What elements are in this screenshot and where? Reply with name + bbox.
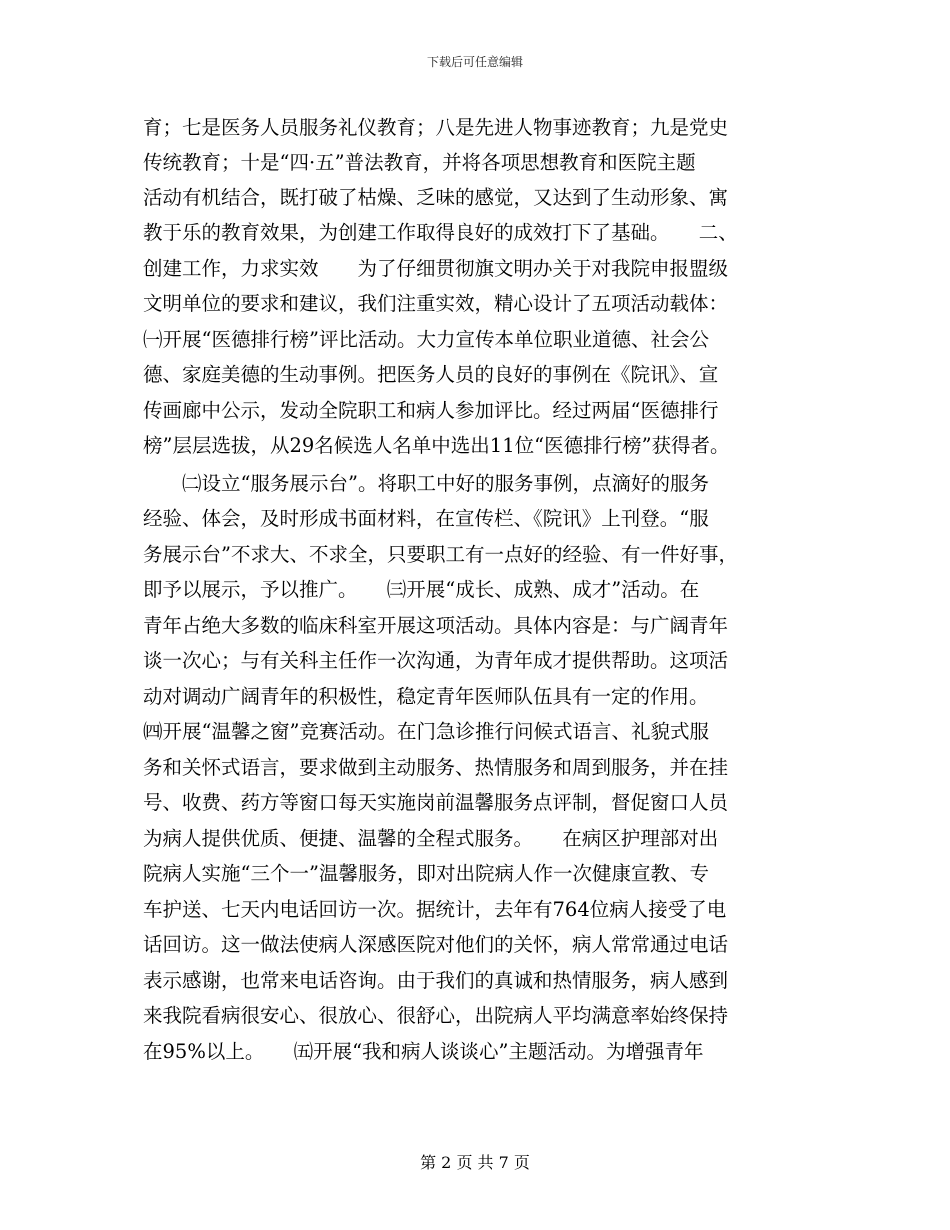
text-line: 创建工作，力求实效 为了仔细贯彻旗文明办关于对我院申报盟级	[143, 257, 729, 280]
text-line: 榜”层层选拔，从29名候选人名单中选出11位“医德排行榜”获得者。	[143, 434, 730, 457]
text-line: 话回访。这一做法使病人深感医院对他们的关怀，病人常常通过电话	[143, 933, 729, 956]
text-line: 为病人提供优质、便捷、温馨的全程式服务。 在病区护理部对出	[143, 827, 719, 850]
text-line: 在95%以上。 ㈤开展“我和病人谈谈心”主题活动。为增强青年	[143, 1040, 704, 1063]
page-header: 下载后可任意编辑	[426, 55, 523, 69]
text-line: 号、收费、药方等窗口每天实施岗前温馨服务点评制，督促窗口人员	[143, 791, 729, 814]
page-number-footer: 第 2 页 共 7 页	[420, 1153, 530, 1172]
text-line: 来我院看病很安心、很放心、很舒心，出院病人平均满意率始终保持	[143, 1004, 729, 1027]
text-line: 教于乐的教育效果，为创建工作取得良好的成效打下了基础。 二、	[143, 221, 738, 244]
text-line: 谈一次心；与有关科主任作一次沟通，为青年成才提供帮助。这项活	[143, 649, 729, 672]
text-line: 务展示台”不求大、不求全，只要职工有一点好的经验、有一件好事，	[143, 543, 738, 566]
text-line: 务和关怀式语言，要求做到主动服务、热情服务和周到服务，并在挂	[143, 756, 729, 779]
text-line: 传统教育；十是“四·五”普法教育，并将各项思想教育和医院主题	[143, 151, 696, 174]
text-line: 青年占绝大多数的临床科室开展这项活动。具体内容是：与广阔青年	[143, 614, 729, 637]
text-line: 表示感谢，也常来电话咨询。由于我们的真诚和热情服务，病人感到	[143, 969, 729, 992]
text-line: 文明单位的要求和建议，我们注重实效，精心设计了五项活动载体：	[143, 292, 729, 315]
text-line: 即予以展示，予以推广。 ㈢开展“成长、成熟、成才”活动。在	[143, 578, 700, 601]
text-line: ㈡设立“服务展示台”。将职工中好的服务事例，点滴好的服务	[143, 472, 709, 495]
text-line: ㈠开展“医德排行榜”评比活动。大力宣传本单位职业道德、社会公	[143, 328, 709, 351]
text-line: 经验、体会，及时形成书面材料，在宣传栏、《院讯》上刊登。“服	[143, 507, 709, 530]
text-line: ㈣开展“温馨之窗”竞赛活动。在门急诊推行问候式语言、礼貌式服	[143, 720, 709, 743]
text-line: 活动有机结合，既打破了枯燥、乏味的感觉，又达到了生动形象、寓	[143, 186, 729, 209]
text-line: 院病人实施“三个一”温馨服务，即对出院病人作一次健康宣教、专	[143, 862, 709, 885]
text-line: 车护送、七天内电话回访一次。据统计，去年有764位病人接受了电	[143, 898, 727, 921]
text-line: 传画廊中公示，发动全院职工和病人参加评比。经过两届“医德排行	[143, 399, 719, 422]
text-line: 育；七是医务人员服务礼仪教育；八是先进人物事迹教育；九是党史	[143, 116, 729, 139]
text-line: 德、家庭美德的生动事例。把医务人员的良好的事例在《院讯》、宣	[143, 363, 719, 386]
text-line: 动对调动广阔青年的积极性，稳定青年医师队伍具有一定的作用。	[143, 685, 709, 708]
